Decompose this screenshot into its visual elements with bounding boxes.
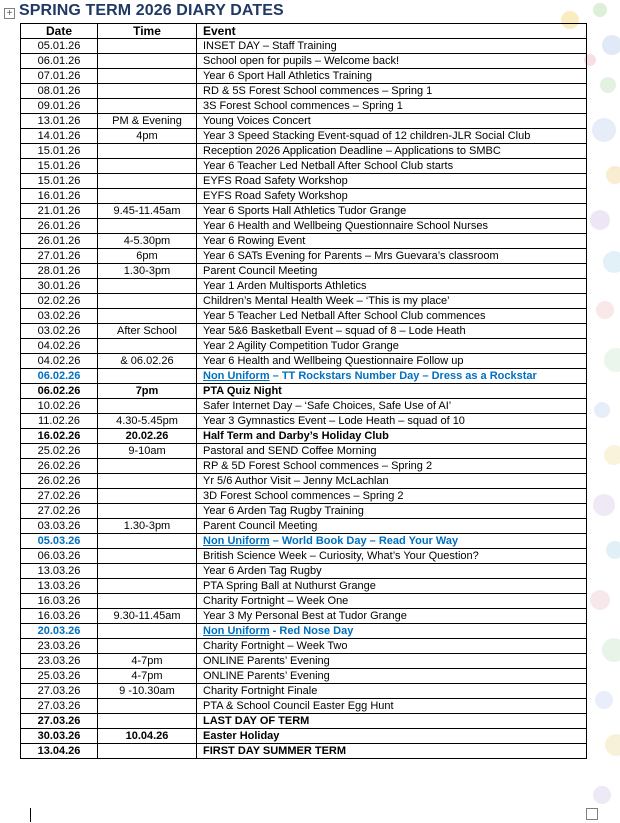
table-row xyxy=(21,384,587,399)
row-event: PTA Quiz Night xyxy=(197,384,587,399)
row-date: 16.03.26 xyxy=(21,594,98,609)
row-time: 20.02.26 xyxy=(98,429,197,444)
row-event: LAST DAY OF TERM xyxy=(197,714,587,729)
table-row xyxy=(21,504,587,519)
table-row xyxy=(21,399,587,414)
row-date: 15.01.26 xyxy=(21,159,98,174)
row-event: ONLINE Parents’ Evening xyxy=(197,669,587,684)
row-time xyxy=(98,399,197,414)
row-time: 1.30-3pm xyxy=(98,264,197,279)
table-row xyxy=(21,69,587,84)
row-time: 4-7pm xyxy=(98,669,197,684)
row-date: 30.03.26 xyxy=(21,729,98,744)
time-column-header: Time xyxy=(98,24,197,39)
table-row xyxy=(21,354,587,369)
table-row xyxy=(21,189,587,204)
table-row xyxy=(21,684,587,699)
row-event: Young Voices Concert xyxy=(197,114,587,129)
row-event: 3S Forest School commences – Spring 1 xyxy=(197,99,587,114)
row-time xyxy=(98,624,197,639)
row-time: 9-10am xyxy=(98,444,197,459)
row-time: 10.04.26 xyxy=(98,729,197,744)
row-event: 3D Forest School commences – Spring 2 xyxy=(197,489,587,504)
table-row xyxy=(21,234,587,249)
row-event: EYFS Road Safety Workshop xyxy=(197,174,587,189)
row-event: Year 6 Arden Tag Rugby Training xyxy=(197,504,587,519)
table-row xyxy=(21,204,587,219)
table-row xyxy=(21,729,587,744)
row-date: 04.02.26 xyxy=(21,339,98,354)
diary-rows xyxy=(21,39,587,759)
table-row xyxy=(21,699,587,714)
row-event: Year 6 SATs Evening for Parents – Mrs Guevara’s classroom xyxy=(197,249,587,264)
table-row xyxy=(21,714,587,729)
table-row xyxy=(21,639,587,654)
table-row xyxy=(21,534,587,549)
row-event-text: – TT Rockstars Number Day – Dress as a Rockstar xyxy=(269,370,537,382)
row-event: Pastoral and SEND Coffee Morning xyxy=(197,444,587,459)
table-row xyxy=(21,474,587,489)
date-column-header: Date xyxy=(21,24,98,39)
row-date: 27.02.26 xyxy=(21,489,98,504)
row-time xyxy=(98,474,197,489)
row-date: 05.03.26 xyxy=(21,534,98,549)
table-row xyxy=(21,654,587,669)
row-time xyxy=(98,159,197,174)
table-row xyxy=(21,264,587,279)
row-date: 02.02.26 xyxy=(21,294,98,309)
row-date: 16.02.26 xyxy=(21,429,98,444)
row-event: Parent Council Meeting xyxy=(197,519,587,534)
text-cursor xyxy=(30,808,31,822)
row-time xyxy=(98,504,197,519)
row-event: INSET DAY – Staff Training xyxy=(197,39,587,54)
row-event xyxy=(197,624,587,639)
row-date: 06.03.26 xyxy=(21,549,98,564)
row-time: 4.30-5.45pm xyxy=(98,414,197,429)
row-date: 27.03.26 xyxy=(21,699,98,714)
non-uniform-label: Non Uniform xyxy=(203,625,270,637)
row-event: Year 3 My Personal Best at Tudor Grange xyxy=(197,609,587,624)
row-event: EYFS Road Safety Workshop xyxy=(197,189,587,204)
row-date: 16.03.26 xyxy=(21,609,98,624)
row-event: Year 6 Health and Wellbeing Questionnaire Follow up xyxy=(197,354,587,369)
row-time xyxy=(98,309,197,324)
table-header-row xyxy=(21,24,587,39)
table-row xyxy=(21,84,587,99)
row-date: 21.01.26 xyxy=(21,204,98,219)
row-time xyxy=(98,459,197,474)
row-date: 13.03.26 xyxy=(21,564,98,579)
row-date: 23.03.26 xyxy=(21,639,98,654)
row-event: Year 6 Sport Hall Athletics Training xyxy=(197,69,587,84)
row-time xyxy=(98,39,197,54)
row-event: Year 5 Teacher Led Netball After School Club commences xyxy=(197,309,587,324)
table-row xyxy=(21,159,587,174)
row-event: RD & 5S Forest School commences – Spring 1 xyxy=(197,84,587,99)
row-event-text: - Red Nose Day xyxy=(269,625,354,637)
table-row xyxy=(21,624,587,639)
table-row xyxy=(21,489,587,504)
row-event: FIRST DAY SUMMER TERM xyxy=(197,744,587,759)
row-time: 6pm xyxy=(98,249,197,264)
table-resize-handle[interactable] xyxy=(586,808,598,820)
table-row xyxy=(21,609,587,624)
table-move-handle[interactable]: + xyxy=(4,8,15,19)
row-time xyxy=(98,744,197,759)
row-date: 05.01.26 xyxy=(21,39,98,54)
row-event: PTA & School Council Easter Egg Hunt xyxy=(197,699,587,714)
row-time xyxy=(98,69,197,84)
row-event: Yr 5/6 Author Visit – Jenny McLachlan xyxy=(197,474,587,489)
row-event: Year 1 Arden Multisports Athletics xyxy=(197,279,587,294)
row-time xyxy=(98,594,197,609)
table-row xyxy=(21,114,587,129)
row-event: Parent Council Meeting xyxy=(197,264,587,279)
row-time xyxy=(98,84,197,99)
row-date: 03.02.26 xyxy=(21,324,98,339)
table-row xyxy=(21,294,587,309)
row-date: 30.01.26 xyxy=(21,279,98,294)
row-time xyxy=(98,579,197,594)
table-row xyxy=(21,144,587,159)
table-row xyxy=(21,279,587,294)
row-event: RP & 5D Forest School commences – Spring 2 xyxy=(197,459,587,474)
row-date: 27.01.26 xyxy=(21,249,98,264)
row-event: Safer Internet Day – ‘Safe Choices, Safe Use of AI’ xyxy=(197,399,587,414)
table-row xyxy=(21,129,587,144)
row-event: Reception 2026 Application Deadline – Applications to SMBC xyxy=(197,144,587,159)
row-date: 27.03.26 xyxy=(21,714,98,729)
row-event: Year 6 Sports Hall Athletics Tudor Grange xyxy=(197,204,587,219)
table-row xyxy=(21,339,587,354)
row-date: 03.03.26 xyxy=(21,519,98,534)
page-title: SPRING TERM 2026 DIARY DATES xyxy=(19,2,284,19)
row-date: 27.03.26 xyxy=(21,684,98,699)
row-time: After School xyxy=(98,324,197,339)
row-event: School open for pupils – Welcome back! xyxy=(197,54,587,69)
row-event xyxy=(197,534,587,549)
row-date: 13.04.26 xyxy=(21,744,98,759)
row-time xyxy=(98,279,197,294)
table-row xyxy=(21,459,587,474)
row-event: Year 6 Arden Tag Rugby xyxy=(197,564,587,579)
row-date: 03.02.26 xyxy=(21,309,98,324)
non-uniform-label: Non Uniform xyxy=(203,370,270,382)
row-time xyxy=(98,489,197,504)
row-event: British Science Week – Curiosity, What’s Your Question? xyxy=(197,549,587,564)
row-event: Easter Holiday xyxy=(197,729,587,744)
row-date: 25.03.26 xyxy=(21,669,98,684)
table-row xyxy=(21,174,587,189)
row-time xyxy=(98,714,197,729)
row-event: Year 3 Gymnastics Event – Lode Heath – squad of 10 xyxy=(197,414,587,429)
table-row xyxy=(21,324,587,339)
row-event: Year 5&6 Basketball Event – squad of 8 – Lode Heath xyxy=(197,324,587,339)
row-date: 15.01.26 xyxy=(21,174,98,189)
row-date: 25.02.26 xyxy=(21,444,98,459)
table-row xyxy=(21,744,587,759)
row-time xyxy=(98,639,197,654)
row-time xyxy=(98,564,197,579)
row-date: 11.02.26 xyxy=(21,414,98,429)
row-time: 9.45-11.45am xyxy=(98,204,197,219)
row-event: Charity Fortnight – Week Two xyxy=(197,639,587,654)
table-row xyxy=(21,429,587,444)
row-time: PM & Evening xyxy=(98,114,197,129)
non-uniform-label: Non Uniform xyxy=(203,535,270,547)
table-row xyxy=(21,219,587,234)
row-date: 15.01.26 xyxy=(21,144,98,159)
row-event: Year 2 Agility Competition Tudor Grange xyxy=(197,339,587,354)
table-row xyxy=(21,444,587,459)
row-time: 9 -10.30am xyxy=(98,684,197,699)
row-event: Charity Fortnight – Week One xyxy=(197,594,587,609)
row-time: 7pm xyxy=(98,384,197,399)
row-date: 08.01.26 xyxy=(21,84,98,99)
row-event: Year 6 Rowing Event xyxy=(197,234,587,249)
row-event: Year 3 Speed Stacking Event-squad of 12 children-JLR Social Club xyxy=(197,129,587,144)
row-date: 26.01.26 xyxy=(21,219,98,234)
event-column-header: Event xyxy=(197,24,587,39)
table-row xyxy=(21,309,587,324)
table-row xyxy=(21,249,587,264)
table-row xyxy=(21,669,587,684)
diary-table xyxy=(20,23,587,759)
row-time xyxy=(98,144,197,159)
row-date: 06.01.26 xyxy=(21,54,98,69)
row-event: Charity Fortnight Finale xyxy=(197,684,587,699)
row-date: 13.03.26 xyxy=(21,579,98,594)
row-date: 13.01.26 xyxy=(21,114,98,129)
row-time: 4-7pm xyxy=(98,654,197,669)
row-time xyxy=(98,339,197,354)
row-time xyxy=(98,189,197,204)
row-date: 06.02.26 xyxy=(21,384,98,399)
row-event: ONLINE Parents’ Evening xyxy=(197,654,587,669)
row-event: Year 6 Health and Wellbeing Questionnaire School Nurses xyxy=(197,219,587,234)
row-date: 23.03.26 xyxy=(21,654,98,669)
row-date: 14.01.26 xyxy=(21,129,98,144)
row-event: Year 6 Teacher Led Netball After School Club starts xyxy=(197,159,587,174)
row-event: Half Term and Darby’s Holiday Club xyxy=(197,429,587,444)
row-time xyxy=(98,54,197,69)
row-time xyxy=(98,369,197,384)
row-time xyxy=(98,99,197,114)
row-time xyxy=(98,294,197,309)
row-event: Children’s Mental Health Week – ‘This is my place’ xyxy=(197,294,587,309)
row-date: 20.03.26 xyxy=(21,624,98,639)
row-time xyxy=(98,549,197,564)
row-time xyxy=(98,534,197,549)
table-row xyxy=(21,39,587,54)
row-date: 06.02.26 xyxy=(21,369,98,384)
row-event-text: – World Book Day – Read Your Way xyxy=(269,535,459,547)
row-time: 1.30-3pm xyxy=(98,519,197,534)
row-time: & 06.02.26 xyxy=(98,354,197,369)
row-date: 04.02.26 xyxy=(21,354,98,369)
table-row xyxy=(21,549,587,564)
row-date: 28.01.26 xyxy=(21,264,98,279)
table-row xyxy=(21,564,587,579)
row-time xyxy=(98,219,197,234)
row-date: 09.01.26 xyxy=(21,99,98,114)
table-row xyxy=(21,519,587,534)
row-date: 26.02.26 xyxy=(21,474,98,489)
row-date: 26.02.26 xyxy=(21,459,98,474)
table-row xyxy=(21,369,587,384)
table-row xyxy=(21,579,587,594)
row-date: 10.02.26 xyxy=(21,399,98,414)
row-time xyxy=(98,699,197,714)
table-row xyxy=(21,414,587,429)
table-row xyxy=(21,594,587,609)
row-date: 27.02.26 xyxy=(21,504,98,519)
row-event xyxy=(197,369,587,384)
row-event: PTA Spring Ball at Nuthurst Grange xyxy=(197,579,587,594)
table-row xyxy=(21,99,587,114)
row-time: 4-5.30pm xyxy=(98,234,197,249)
row-date: 26.01.26 xyxy=(21,234,98,249)
row-time xyxy=(98,174,197,189)
row-time: 4pm xyxy=(98,129,197,144)
row-date: 07.01.26 xyxy=(21,69,98,84)
row-date: 16.01.26 xyxy=(21,189,98,204)
table-row xyxy=(21,54,587,69)
row-time: 9.30-11.45am xyxy=(98,609,197,624)
